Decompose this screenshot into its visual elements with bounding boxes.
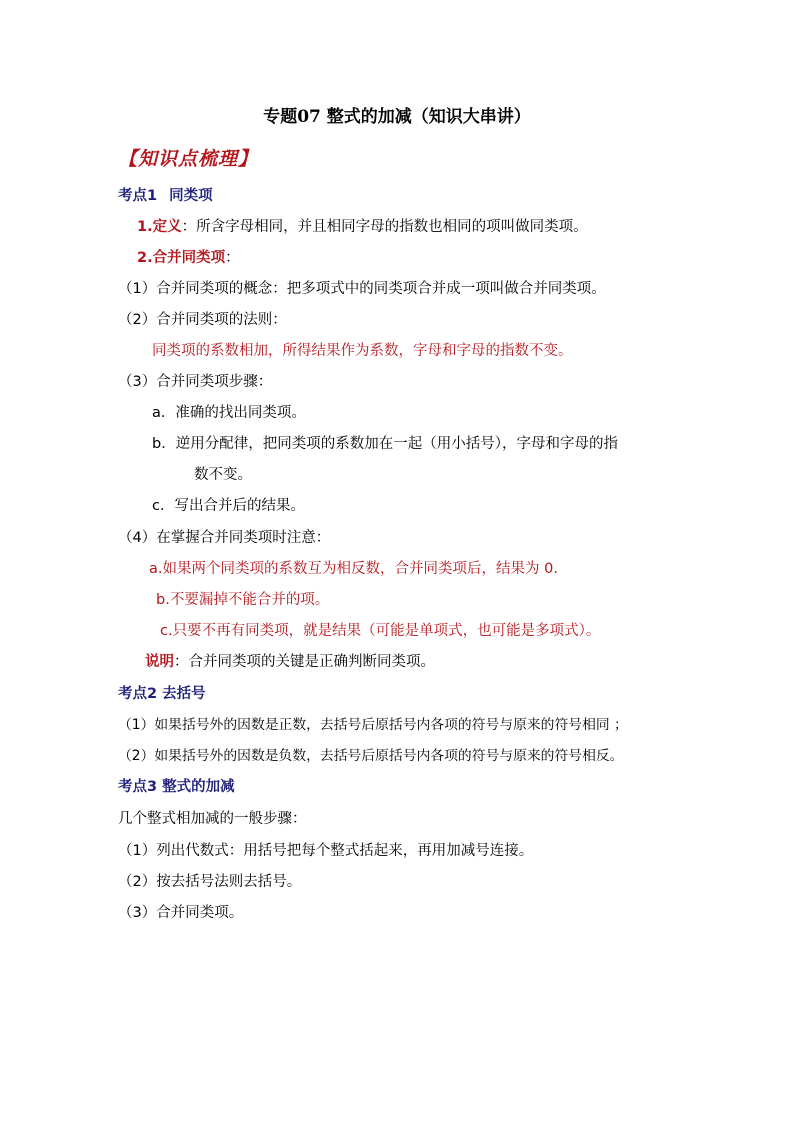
k2-rule-2: （2）如果括号外的因数是负数，去括号后原括号内各项的符号与原来的符号相反。 bbox=[118, 748, 624, 764]
section-banner: 【知识点梳理】 bbox=[118, 148, 259, 170]
k1-step-a: a．准确的找出同类项。 bbox=[152, 405, 306, 421]
k1-merge-heading bbox=[137, 248, 240, 268]
k1-heading bbox=[118, 186, 213, 206]
k3-step-1: （1）列出代数式：用括号把每个整式括起来，再用加减号连接。 bbox=[118, 843, 534, 859]
k1-definition bbox=[137, 217, 588, 237]
k1-point-4: （4）在掌握合并同类项时注意： bbox=[118, 530, 331, 546]
k1-point-3: （3）合并同类项步骤： bbox=[118, 374, 273, 390]
k3-heading: 考点3 整式的加减 bbox=[118, 779, 235, 795]
k2-rule-1: （1）如果括号外的因数是正数，去括号后原括号内各项的符号与原来的符号相同 ； bbox=[118, 717, 628, 733]
k1-rule: 同类项的系数相加，所得结果作为系数，字母和字母的指数不变。 bbox=[152, 343, 573, 359]
def-text: ：所含字母相同，并且相同字母的指数也相同的项叫做同类项。 bbox=[181, 219, 588, 235]
k3-intro: 几个整式相加减的一般步骤： bbox=[118, 811, 307, 827]
def-label: 1.定义 bbox=[137, 219, 182, 235]
k1-note-c: c.只要不再有同类项，就是结果（可能是单项式，也可能是多项式）。 bbox=[160, 623, 601, 639]
merge-colon: ： bbox=[225, 250, 240, 266]
k1-note-b: b.不要漏掉不能合并的项。 bbox=[156, 592, 330, 608]
page-title: 专题07 整式的加减（知识大串讲） bbox=[263, 107, 531, 127]
k3-step-3: （3）合并同类项。 bbox=[118, 905, 244, 921]
k1-heading-label: 考点1 bbox=[118, 188, 158, 204]
k1-point-1: （1）合并同类项的概念：把多项式中的同类项合并成一项叫做合并同类项。 bbox=[118, 281, 606, 297]
explain-label: 说明 bbox=[145, 654, 174, 670]
merge-label: 2.合并同类项 bbox=[137, 250, 226, 266]
k2-heading: 考点2 去括号 bbox=[118, 686, 206, 702]
explain-text: ：合并同类项的关键是正确判断同类项。 bbox=[174, 654, 435, 670]
k1-explain bbox=[145, 652, 435, 672]
k1-point-2: （2）合并同类项的法则： bbox=[118, 312, 287, 328]
k1-heading-name: 同类项 bbox=[169, 188, 213, 204]
k1-step-b-line1: b．逆用分配律，把同类项的系数加在一起（用小括号），字母和字母的指 bbox=[152, 436, 618, 452]
k1-step-b-line2: 数不变。 bbox=[194, 467, 252, 483]
k3-step-2: （2）按去括号法则去括号。 bbox=[118, 874, 302, 890]
k1-note-a: a.如果两个同类项的系数互为相反数，合并同类项后，结果为 0. bbox=[149, 561, 558, 577]
k1-step-c: c．写出合并后的结果。 bbox=[152, 498, 305, 514]
